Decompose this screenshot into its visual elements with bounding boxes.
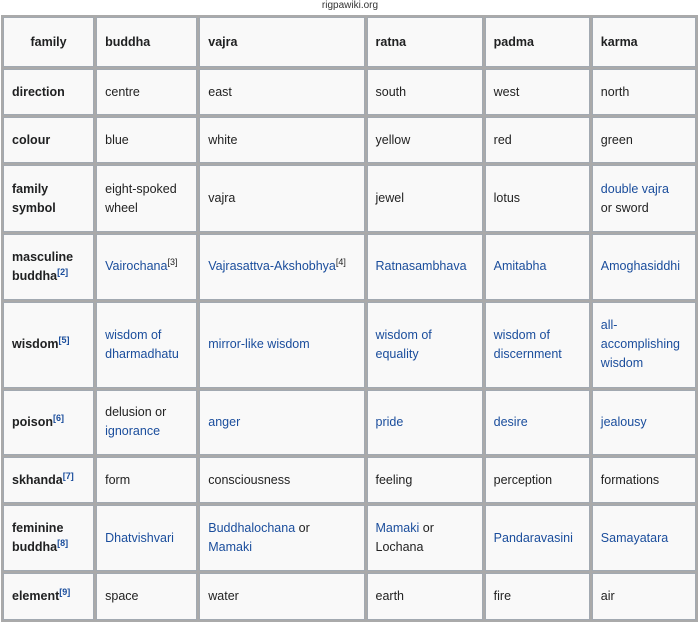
cell-colour-karma: green — [592, 117, 696, 163]
cell-skhanda-buddha: form — [96, 457, 197, 503]
row-label-direction: direction — [3, 69, 94, 115]
link-samayatara[interactable]: Samayatara — [600, 530, 669, 545]
link-pride[interactable]: pride — [375, 414, 404, 429]
ref-6[interactable]: [6] — [52, 412, 64, 423]
ref-7[interactable]: [7] — [62, 470, 74, 481]
cell-symbol-ratna: jewel — [367, 165, 483, 232]
cell-symbol-buddha: eight-spoked wheel — [96, 165, 197, 232]
label-text: feminine buddha — [12, 521, 64, 554]
cell-wisdom-padma — [485, 302, 590, 388]
row-label-element — [3, 573, 94, 620]
cell-direction-vajra: east — [199, 69, 364, 115]
link-ignorance[interactable]: ignorance — [105, 424, 161, 439]
header-karma: karma — [592, 17, 696, 67]
cell-colour-ratna: yellow — [367, 117, 483, 163]
text-or: or — [298, 521, 310, 535]
site-caption: rigpawiki.org — [321, 0, 379, 11]
cell-poison-vajra — [199, 390, 364, 456]
header-row — [3, 17, 696, 67]
cell-masc-vajra — [199, 234, 364, 300]
row-poison — [3, 390, 696, 456]
row-label-family-symbol: family symbol — [3, 165, 94, 232]
cell-skhanda-vajra: consciousness — [199, 457, 364, 503]
row-feminine-buddha — [3, 505, 696, 571]
cell-element-padma: fire — [485, 573, 590, 620]
label-text: wisdom — [12, 337, 59, 352]
cell-fem-ratna — [367, 505, 483, 571]
label-text: masculine buddha — [12, 249, 74, 283]
link-amitabha[interactable]: Amitabha — [493, 259, 547, 274]
cell-wisdom-ratna — [367, 302, 483, 388]
link-anger[interactable]: anger — [208, 414, 241, 429]
ref-2[interactable]: [2] — [57, 266, 69, 277]
row-label-skhanda — [3, 457, 94, 503]
cell-symbol-karma — [592, 165, 696, 232]
cell-symbol-vajra: vajra — [199, 165, 364, 232]
cell-element-ratna: earth — [367, 573, 483, 620]
text-or: or — [422, 521, 434, 535]
link-pandaravasini[interactable]: Pandaravasini — [493, 530, 573, 545]
row-label-poison — [3, 390, 94, 456]
row-family-symbol — [3, 165, 696, 232]
link-desire[interactable]: desire — [493, 414, 528, 429]
link-double-vajra[interactable]: double vajra — [600, 181, 669, 196]
row-label-colour: colour — [3, 117, 94, 163]
row-label-feminine-buddha — [3, 505, 94, 571]
text-delusion-or: delusion or — [105, 405, 167, 420]
row-wisdom — [3, 302, 696, 388]
text-lochana: Lochana — [375, 540, 424, 554]
header-buddha: buddha — [96, 17, 197, 67]
cell-fem-vajra — [199, 505, 364, 571]
cell-direction-karma: north — [592, 69, 696, 115]
link-dhatvishvari[interactable]: Dhatvishvari — [105, 530, 174, 545]
cell-symbol-padma: lotus — [485, 165, 590, 232]
link-jealousy[interactable]: jealousy — [600, 414, 647, 429]
cell-fem-buddha — [96, 505, 197, 571]
cell-wisdom-buddha — [96, 302, 197, 388]
ref-4[interactable]: [4] — [335, 257, 346, 268]
five-families-table — [1, 15, 698, 622]
cell-wisdom-karma — [592, 302, 696, 388]
row-label-masculine-buddha — [3, 234, 94, 300]
cell-skhanda-karma: formations — [592, 457, 696, 503]
link-ratnasambhava[interactable]: Ratnasambhava — [375, 259, 467, 274]
cell-fem-karma — [592, 505, 696, 571]
label-text: skhanda — [12, 472, 63, 487]
cell-skhanda-padma: perception — [485, 457, 590, 503]
cell-direction-padma: west — [485, 69, 590, 115]
five-families-table-wrapper — [1, 15, 698, 622]
link-mamaki[interactable]: Mamaki — [208, 540, 253, 554]
label-text: element — [12, 588, 60, 603]
link-wisdom-of-dharmadhatu[interactable]: wisdom of dharmadhatu — [105, 327, 179, 361]
link-mirror-like-wisdom[interactable]: mirror-like wisdom — [208, 337, 310, 352]
text-or-sword: or sword — [600, 200, 649, 215]
header-family: family — [3, 17, 94, 67]
cell-poison-buddha — [96, 390, 197, 456]
row-element — [3, 573, 696, 620]
link-buddhalochana[interactable]: Buddhalochana — [208, 521, 296, 535]
cell-poison-karma — [592, 390, 696, 456]
link-wisdom-of-discernment[interactable]: wisdom of discernment — [493, 327, 562, 361]
row-direction — [3, 69, 696, 115]
ref-5[interactable]: [5] — [58, 334, 70, 345]
cell-element-buddha: space — [96, 573, 197, 620]
cell-fem-padma — [485, 505, 590, 571]
ref-3[interactable]: [3] — [167, 257, 178, 268]
cell-element-vajra: water — [199, 573, 364, 620]
link-amoghasiddhi[interactable]: Amoghasiddhi — [600, 259, 681, 274]
cell-skhanda-ratna: feeling — [367, 457, 483, 503]
link-all-accomplishing-wisdom[interactable]: all-accomplishing wisdom — [600, 318, 681, 371]
cell-wisdom-vajra — [199, 302, 364, 388]
link-mamaki[interactable]: Mamaki — [375, 521, 420, 535]
link-wisdom-of-equality[interactable]: wisdom of equality — [375, 327, 432, 361]
header-ratna: ratna — [367, 17, 483, 67]
label-text: poison — [12, 414, 53, 429]
header-vajra: vajra — [199, 17, 364, 67]
row-masculine-buddha — [3, 234, 696, 300]
cell-colour-padma: red — [485, 117, 590, 163]
cell-direction-ratna: south — [367, 69, 483, 115]
row-colour — [3, 117, 696, 163]
link-vajrasattva-akshobhya[interactable]: Vajrasattva-Akshobhya — [208, 259, 336, 274]
ref-9[interactable]: [9] — [59, 586, 71, 597]
cell-direction-buddha: centre — [96, 69, 197, 115]
cell-colour-vajra: white — [199, 117, 364, 163]
cell-masc-ratna — [367, 234, 483, 300]
cell-masc-buddha — [96, 234, 197, 300]
cell-poison-padma — [485, 390, 590, 456]
cell-poison-ratna — [367, 390, 483, 456]
row-skhanda — [3, 457, 696, 503]
cell-masc-padma — [485, 234, 590, 300]
link-vairochana[interactable]: Vairochana — [105, 259, 168, 274]
cell-colour-buddha: blue — [96, 117, 197, 163]
cell-masc-karma — [592, 234, 696, 300]
header-padma: padma — [485, 17, 590, 67]
ref-8[interactable]: [8] — [57, 537, 69, 548]
cell-element-karma: air — [592, 573, 696, 620]
row-label-wisdom — [3, 302, 94, 388]
